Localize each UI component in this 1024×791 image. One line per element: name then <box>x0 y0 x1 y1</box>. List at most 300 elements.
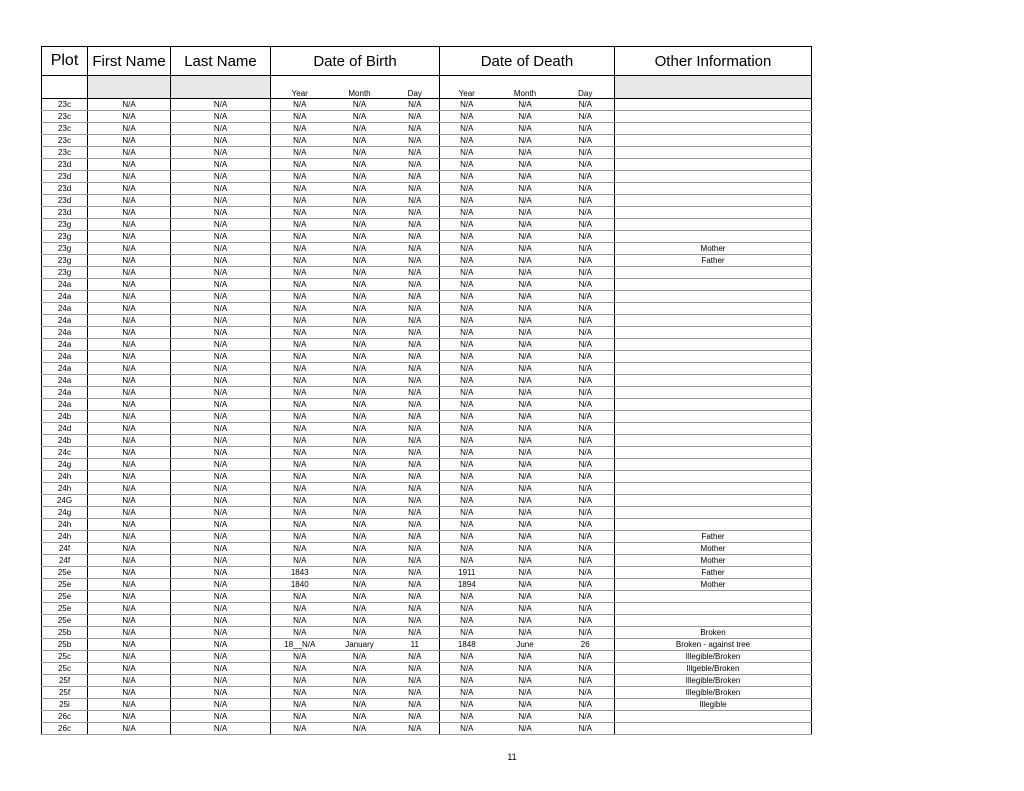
death-month-cell: N/A <box>494 627 557 639</box>
birth-day-cell: N/A <box>391 459 440 471</box>
death-month-cell: N/A <box>494 411 557 423</box>
table-row <box>42 279 812 291</box>
death-year-cell: N/A <box>440 243 494 255</box>
other-info-cell: Father <box>615 531 812 543</box>
birth-year-cell: N/A <box>271 555 329 567</box>
first-name-cell: N/A <box>88 135 171 147</box>
death-year-cell: N/A <box>440 363 494 375</box>
birth-day-cell: N/A <box>391 267 440 279</box>
death-day-cell: N/A <box>557 687 615 699</box>
birth-month-cell: N/A <box>329 243 391 255</box>
death-day-cell: N/A <box>557 99 615 111</box>
birth-month-cell: N/A <box>329 591 391 603</box>
death-year-cell: N/A <box>440 423 494 435</box>
plot-cell: 24g <box>42 459 88 471</box>
death-day-cell: N/A <box>557 147 615 159</box>
death-year-cell: N/A <box>440 279 494 291</box>
subheader-plot-blank <box>42 76 88 99</box>
death-day-cell: N/A <box>557 627 615 639</box>
table-row <box>42 591 812 603</box>
death-month-cell: N/A <box>494 591 557 603</box>
last-name-cell: N/A <box>171 483 271 495</box>
last-name-cell: N/A <box>171 639 271 651</box>
birth-month-cell: N/A <box>329 543 391 555</box>
death-year-cell: N/A <box>440 471 494 483</box>
last-name-cell: N/A <box>171 711 271 723</box>
birth-month-cell: N/A <box>329 615 391 627</box>
death-year-cell: N/A <box>440 447 494 459</box>
birth-year-cell: N/A <box>271 471 329 483</box>
last-name-cell: N/A <box>171 591 271 603</box>
plot-cell: 26c <box>42 723 88 735</box>
subheader-death-year: Year <box>440 76 494 99</box>
subheader-first-name-blank <box>88 76 171 99</box>
other-info-cell: Mother <box>615 243 812 255</box>
death-month-cell: N/A <box>494 147 557 159</box>
plot-cell: 24a <box>42 327 88 339</box>
other-info-cell <box>615 99 812 111</box>
death-month-cell: N/A <box>494 495 557 507</box>
death-month-cell: N/A <box>494 387 557 399</box>
death-month-cell: N/A <box>494 171 557 183</box>
table-row <box>42 639 812 651</box>
plot-cell: 23d <box>42 183 88 195</box>
birth-month-cell: N/A <box>329 171 391 183</box>
birth-year-cell: N/A <box>271 351 329 363</box>
first-name-cell: N/A <box>88 591 171 603</box>
last-name-cell: N/A <box>171 111 271 123</box>
death-month-cell: N/A <box>494 279 557 291</box>
birth-day-cell: N/A <box>391 579 440 591</box>
death-day-cell: N/A <box>557 471 615 483</box>
birth-month-cell: N/A <box>329 363 391 375</box>
birth-day-cell: N/A <box>391 615 440 627</box>
first-name-cell: N/A <box>88 207 171 219</box>
birth-year-cell: N/A <box>271 243 329 255</box>
birth-month-cell: N/A <box>329 687 391 699</box>
first-name-cell: N/A <box>88 183 171 195</box>
plot-cell: 23c <box>42 147 88 159</box>
table-row <box>42 303 812 315</box>
last-name-cell: N/A <box>171 99 271 111</box>
table-row <box>42 375 812 387</box>
death-day-cell: N/A <box>557 711 615 723</box>
birth-day-cell: N/A <box>391 675 440 687</box>
birth-day-cell: N/A <box>391 447 440 459</box>
plot-cell: 24f <box>42 555 88 567</box>
other-info-cell: Father <box>615 567 812 579</box>
other-info-cell <box>615 591 812 603</box>
birth-day-cell: N/A <box>391 147 440 159</box>
other-info-cell <box>615 495 812 507</box>
first-name-cell: N/A <box>88 351 171 363</box>
subheader-row <box>42 76 812 99</box>
other-info-cell <box>615 111 812 123</box>
birth-day-cell: N/A <box>391 699 440 711</box>
subheader-birth-day: Day <box>391 76 440 99</box>
birth-month-cell: N/A <box>329 447 391 459</box>
first-name-cell: N/A <box>88 363 171 375</box>
death-year-cell: N/A <box>440 483 494 495</box>
plot-cell: 24a <box>42 375 88 387</box>
death-year-cell: N/A <box>440 219 494 231</box>
table-row <box>42 231 812 243</box>
death-month-cell: N/A <box>494 507 557 519</box>
death-month-cell: N/A <box>494 255 557 267</box>
table-body <box>42 99 812 735</box>
table-row <box>42 579 812 591</box>
death-day-cell: N/A <box>557 375 615 387</box>
birth-day-cell: N/A <box>391 363 440 375</box>
birth-year-cell: N/A <box>271 711 329 723</box>
birth-year-cell: N/A <box>271 447 329 459</box>
other-info-cell <box>615 279 812 291</box>
plot-cell: 24h <box>42 531 88 543</box>
birth-year-cell: N/A <box>271 99 329 111</box>
other-info-cell: Illegible/Broken <box>615 675 812 687</box>
birth-day-cell: N/A <box>391 567 440 579</box>
birth-month-cell: N/A <box>329 147 391 159</box>
last-name-cell: N/A <box>171 423 271 435</box>
death-year-cell: N/A <box>440 147 494 159</box>
plot-cell: 24f <box>42 543 88 555</box>
birth-month-cell: N/A <box>329 651 391 663</box>
birth-month-cell: N/A <box>329 579 391 591</box>
birth-day-cell: N/A <box>391 507 440 519</box>
birth-year-cell: 1843 <box>271 567 329 579</box>
death-day-cell: N/A <box>557 555 615 567</box>
first-name-cell: N/A <box>88 123 171 135</box>
birth-year-cell: N/A <box>271 135 329 147</box>
other-info-cell <box>615 603 812 615</box>
death-year-cell: N/A <box>440 171 494 183</box>
last-name-cell: N/A <box>171 531 271 543</box>
plot-cell: 25b <box>42 627 88 639</box>
other-info-cell <box>615 507 812 519</box>
death-year-cell: N/A <box>440 555 494 567</box>
plot-cell: 25e <box>42 567 88 579</box>
death-day-cell: N/A <box>557 483 615 495</box>
birth-month-cell: N/A <box>329 459 391 471</box>
first-name-cell: N/A <box>88 111 171 123</box>
death-month-cell: N/A <box>494 399 557 411</box>
first-name-cell: N/A <box>88 315 171 327</box>
last-name-cell: N/A <box>171 171 271 183</box>
other-info-cell <box>615 435 812 447</box>
birth-day-cell: N/A <box>391 603 440 615</box>
death-day-cell: N/A <box>557 399 615 411</box>
death-month-cell: N/A <box>494 291 557 303</box>
table-row <box>42 111 812 123</box>
other-info-cell <box>615 123 812 135</box>
birth-day-cell: N/A <box>391 531 440 543</box>
birth-month-cell: N/A <box>329 603 391 615</box>
table-row <box>42 363 812 375</box>
other-info-cell: Mother <box>615 579 812 591</box>
death-day-cell: N/A <box>557 219 615 231</box>
birth-year-cell: N/A <box>271 699 329 711</box>
birth-month-cell: January <box>329 639 391 651</box>
death-month-cell: N/A <box>494 663 557 675</box>
first-name-cell: N/A <box>88 471 171 483</box>
birth-month-cell: N/A <box>329 231 391 243</box>
birth-year-cell: N/A <box>271 123 329 135</box>
birth-day-cell: N/A <box>391 231 440 243</box>
death-day-cell: N/A <box>557 651 615 663</box>
birth-year-cell: 1840 <box>271 579 329 591</box>
birth-day-cell: 11 <box>391 639 440 651</box>
plot-cell: 25f <box>42 687 88 699</box>
death-month-cell: N/A <box>494 183 557 195</box>
first-name-cell: N/A <box>88 459 171 471</box>
death-month-cell: N/A <box>494 471 557 483</box>
birth-month-cell: N/A <box>329 435 391 447</box>
birth-day-cell: N/A <box>391 423 440 435</box>
death-day-cell: N/A <box>557 543 615 555</box>
first-name-cell: N/A <box>88 387 171 399</box>
death-month-cell: N/A <box>494 363 557 375</box>
plot-cell: 23g <box>42 255 88 267</box>
birth-year-cell: N/A <box>271 303 329 315</box>
birth-year-cell: N/A <box>271 531 329 543</box>
birth-year-cell: N/A <box>271 543 329 555</box>
death-day-cell: N/A <box>557 183 615 195</box>
death-day-cell: N/A <box>557 423 615 435</box>
table-row <box>42 531 812 543</box>
death-month-cell: N/A <box>494 423 557 435</box>
subheader-last-name-blank <box>171 76 271 99</box>
death-year-cell: N/A <box>440 435 494 447</box>
birth-day-cell: N/A <box>391 711 440 723</box>
birth-month-cell: N/A <box>329 303 391 315</box>
table-row <box>42 171 812 183</box>
birth-year-cell: N/A <box>271 267 329 279</box>
other-info-cell <box>615 231 812 243</box>
last-name-cell: N/A <box>171 567 271 579</box>
birth-year-cell: N/A <box>271 651 329 663</box>
last-name-cell: N/A <box>171 399 271 411</box>
first-name-cell: N/A <box>88 723 171 735</box>
death-day-cell: N/A <box>557 123 615 135</box>
death-day-cell: N/A <box>557 243 615 255</box>
plot-cell: 24a <box>42 339 88 351</box>
plot-cell: 25e <box>42 579 88 591</box>
death-day-cell: N/A <box>557 111 615 123</box>
first-name-cell: N/A <box>88 423 171 435</box>
subheader-other-blank <box>615 76 812 99</box>
other-info-cell <box>615 267 812 279</box>
other-info-cell <box>615 723 812 735</box>
birth-month-cell: N/A <box>329 195 391 207</box>
plot-cell: 23d <box>42 171 88 183</box>
death-day-cell: N/A <box>557 291 615 303</box>
birth-month-cell: N/A <box>329 567 391 579</box>
first-name-cell: N/A <box>88 147 171 159</box>
other-info-cell <box>615 399 812 411</box>
death-day-cell: N/A <box>557 255 615 267</box>
other-info-cell <box>615 483 812 495</box>
other-info-cell <box>615 315 812 327</box>
death-year-cell: N/A <box>440 663 494 675</box>
birth-year-cell: N/A <box>271 159 329 171</box>
plot-cell: 25c <box>42 651 88 663</box>
death-month-cell: N/A <box>494 603 557 615</box>
birth-day-cell: N/A <box>391 627 440 639</box>
death-year-cell: N/A <box>440 699 494 711</box>
last-name-cell: N/A <box>171 339 271 351</box>
birth-day-cell: N/A <box>391 171 440 183</box>
plot-cell: 24h <box>42 483 88 495</box>
first-name-cell: N/A <box>88 375 171 387</box>
last-name-cell: N/A <box>171 699 271 711</box>
death-year-cell: N/A <box>440 111 494 123</box>
last-name-cell: N/A <box>171 663 271 675</box>
death-year-cell: N/A <box>440 135 494 147</box>
death-month-cell: N/A <box>494 711 557 723</box>
plot-cell: 24a <box>42 303 88 315</box>
other-info-cell: Mother <box>615 543 812 555</box>
birth-day-cell: N/A <box>391 123 440 135</box>
death-day-cell: N/A <box>557 675 615 687</box>
last-name-cell: N/A <box>171 291 271 303</box>
death-year-cell: N/A <box>440 339 494 351</box>
birth-year-cell: N/A <box>271 255 329 267</box>
birth-year-cell: N/A <box>271 615 329 627</box>
last-name-cell: N/A <box>171 195 271 207</box>
death-day-cell: N/A <box>557 723 615 735</box>
birth-day-cell: N/A <box>391 435 440 447</box>
birth-year-cell: N/A <box>271 315 329 327</box>
death-year-cell: N/A <box>440 195 494 207</box>
other-info-cell: Illegible <box>615 699 812 711</box>
table-row <box>42 351 812 363</box>
first-name-cell: N/A <box>88 291 171 303</box>
death-day-cell: N/A <box>557 663 615 675</box>
other-info-cell <box>615 363 812 375</box>
birth-month-cell: N/A <box>329 519 391 531</box>
table-row <box>42 519 812 531</box>
birth-day-cell: N/A <box>391 291 440 303</box>
death-year-cell: N/A <box>440 459 494 471</box>
burial-records-table <box>41 46 812 735</box>
birth-month-cell: N/A <box>329 99 391 111</box>
birth-day-cell: N/A <box>391 495 440 507</box>
birth-year-cell: N/A <box>271 519 329 531</box>
plot-cell: 24a <box>42 387 88 399</box>
death-day-cell: N/A <box>557 615 615 627</box>
plot-cell: 25i <box>42 699 88 711</box>
first-name-cell: N/A <box>88 639 171 651</box>
first-name-cell: N/A <box>88 687 171 699</box>
other-info-cell: Father <box>615 255 812 267</box>
birth-day-cell: N/A <box>391 255 440 267</box>
death-year-cell: N/A <box>440 603 494 615</box>
table-row <box>42 411 812 423</box>
death-year-cell: N/A <box>440 207 494 219</box>
first-name-cell: N/A <box>88 435 171 447</box>
header-last-name: Last Name <box>171 47 271 76</box>
last-name-cell: N/A <box>171 351 271 363</box>
birth-year-cell: N/A <box>271 171 329 183</box>
first-name-cell: N/A <box>88 495 171 507</box>
birth-day-cell: N/A <box>391 315 440 327</box>
death-month-cell: N/A <box>494 303 557 315</box>
plot-cell: 24a <box>42 363 88 375</box>
other-info-cell <box>615 459 812 471</box>
death-day-cell: N/A <box>557 315 615 327</box>
plot-cell: 24h <box>42 519 88 531</box>
plot-cell: 25b <box>42 639 88 651</box>
birth-day-cell: N/A <box>391 411 440 423</box>
death-year-cell: N/A <box>440 231 494 243</box>
first-name-cell: N/A <box>88 651 171 663</box>
plot-cell: 25e <box>42 591 88 603</box>
table-row <box>42 447 812 459</box>
first-name-cell: N/A <box>88 483 171 495</box>
last-name-cell: N/A <box>171 207 271 219</box>
last-name-cell: N/A <box>171 651 271 663</box>
first-name-cell: N/A <box>88 531 171 543</box>
death-year-cell: N/A <box>440 291 494 303</box>
death-day-cell: N/A <box>557 531 615 543</box>
death-month-cell: N/A <box>494 459 557 471</box>
death-month-cell: N/A <box>494 723 557 735</box>
death-month-cell: N/A <box>494 567 557 579</box>
table-row <box>42 651 812 663</box>
death-year-cell: N/A <box>440 327 494 339</box>
table-row <box>42 615 812 627</box>
birth-day-cell: N/A <box>391 111 440 123</box>
table-row <box>42 495 812 507</box>
table-row <box>42 687 812 699</box>
last-name-cell: N/A <box>171 387 271 399</box>
first-name-cell: N/A <box>88 579 171 591</box>
table-row <box>42 675 812 687</box>
last-name-cell: N/A <box>171 219 271 231</box>
death-month-cell: N/A <box>494 555 557 567</box>
birth-month-cell: N/A <box>329 327 391 339</box>
table-row <box>42 711 812 723</box>
death-year-cell: N/A <box>440 183 494 195</box>
plot-cell: 23g <box>42 231 88 243</box>
table-row <box>42 219 812 231</box>
birth-year-cell: N/A <box>271 687 329 699</box>
plot-cell: 23d <box>42 195 88 207</box>
plot-cell: 23c <box>42 135 88 147</box>
subheader-death-day: Day <box>557 76 615 99</box>
death-year-cell: N/A <box>440 711 494 723</box>
birth-day-cell: N/A <box>391 651 440 663</box>
subheader-birth-month: Month <box>348 89 371 98</box>
death-year-cell: N/A <box>440 675 494 687</box>
birth-month-cell: N/A <box>329 675 391 687</box>
last-name-cell: N/A <box>171 411 271 423</box>
last-name-cell: N/A <box>171 231 271 243</box>
other-info-cell <box>615 351 812 363</box>
first-name-cell: N/A <box>88 567 171 579</box>
table-row <box>42 243 812 255</box>
death-day-cell: N/A <box>557 207 615 219</box>
birth-year-cell: N/A <box>271 327 329 339</box>
birth-month-cell: N/A <box>329 711 391 723</box>
death-month-cell: N/A <box>494 207 557 219</box>
last-name-cell: N/A <box>171 459 271 471</box>
death-day-cell: N/A <box>557 267 615 279</box>
death-day-cell: N/A <box>557 447 615 459</box>
first-name-cell: N/A <box>88 519 171 531</box>
death-day-cell: N/A <box>557 459 615 471</box>
plot-cell: 24a <box>42 351 88 363</box>
